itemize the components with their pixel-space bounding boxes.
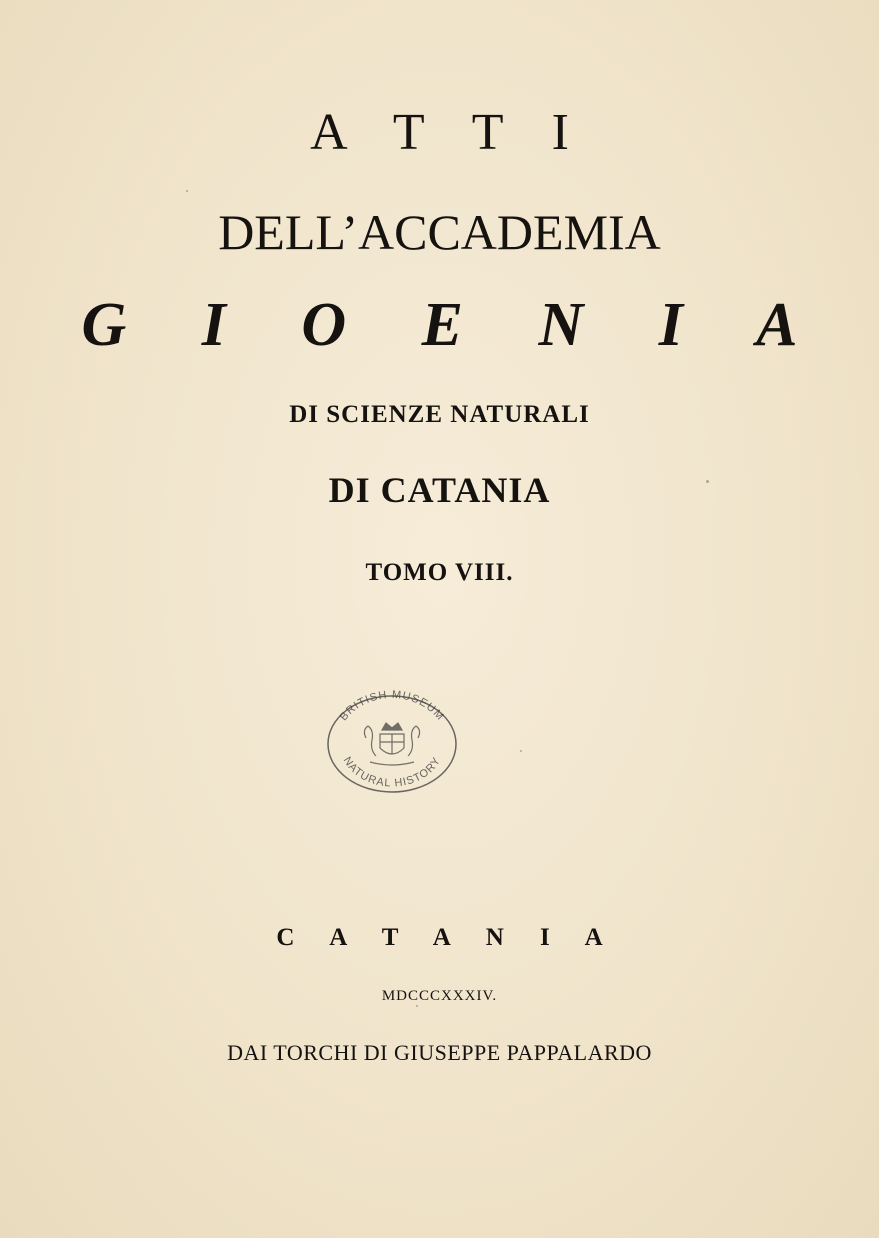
paper-speck — [186, 190, 188, 192]
svg-text:BRITISH MUSEUM — [338, 690, 447, 723]
publication-year: MDCCCXXXIV. — [381, 988, 498, 1004]
crest-icon — [364, 723, 419, 765]
paper-speck — [520, 750, 522, 752]
paper-speck — [706, 480, 709, 483]
title-atti: A T T I — [310, 104, 587, 161]
stamp-top-text: BRITISH MUSEUM — [337, 690, 447, 724]
library-stamp — [322, 690, 462, 794]
volume-number: TOMO VIII. — [365, 559, 514, 586]
title-accademia: DELL’ACCADEMIA — [218, 204, 661, 260]
title-gioenia: G I O E N I A — [81, 291, 828, 359]
paper-speck — [416, 1005, 418, 1007]
subtitle-scienze-naturali: DI SCIENZE NATURALI — [289, 401, 590, 428]
printer-imprint: DAI TORCHI DI GIUSEPPE PAPPALARDO — [227, 1040, 652, 1065]
stamp-bottom-text: NATURAL HISTORY — [340, 754, 444, 790]
subtitle-di-catania: DI CATANIA — [328, 470, 551, 510]
place-of-publication: C A T A N I A — [276, 924, 618, 951]
